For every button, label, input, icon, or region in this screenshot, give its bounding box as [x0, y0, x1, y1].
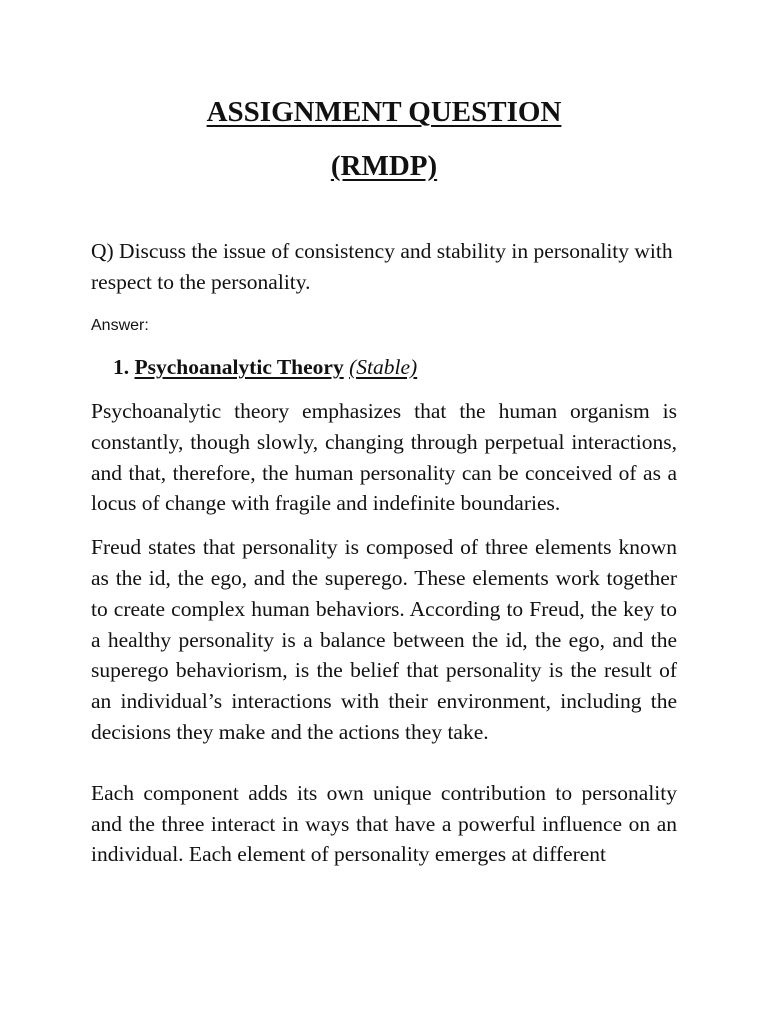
document-subtitle: (RMDP): [330, 150, 438, 182]
section-number: 1.: [113, 355, 130, 379]
answer-label: Answer:: [91, 317, 149, 334]
document-title: ASSIGNMENT QUESTION: [206, 96, 562, 128]
section-name: Psychoanalytic Theory: [134, 355, 344, 379]
body-paragraph-1: Psychoanalytic theory emphasizes that the human organism is constantly, though slowly, changing through perpetual interactions, and that, therefore, the human personality can be conceived of as a locus of change with fragile and indefinite boundaries.: [91, 399, 677, 516]
body-paragraph-3: Each component adds its own unique contribution to personality and the three interact in ways that have a powerful influence on an individual. Each element of personality emerges at different: [91, 780, 677, 867]
question-text: Q) Discuss the issue of consistency and stability in personality with respect to the personality.: [91, 239, 673, 294]
section-tag: (Stable): [349, 355, 418, 379]
section-heading: [113, 352, 677, 382]
body-paragraph-2: Freud states that personality is composed of three elements known as the id, the ego, and the superego. These elements work together to create complex human behaviors. According to Freud, the key to a healthy personality is a balance between the id, the ego, and the superego behaviorism, is the belief that personality is the result of an individual’s interactions with their environment, including the decisions they make and the actions they take.: [91, 535, 677, 744]
